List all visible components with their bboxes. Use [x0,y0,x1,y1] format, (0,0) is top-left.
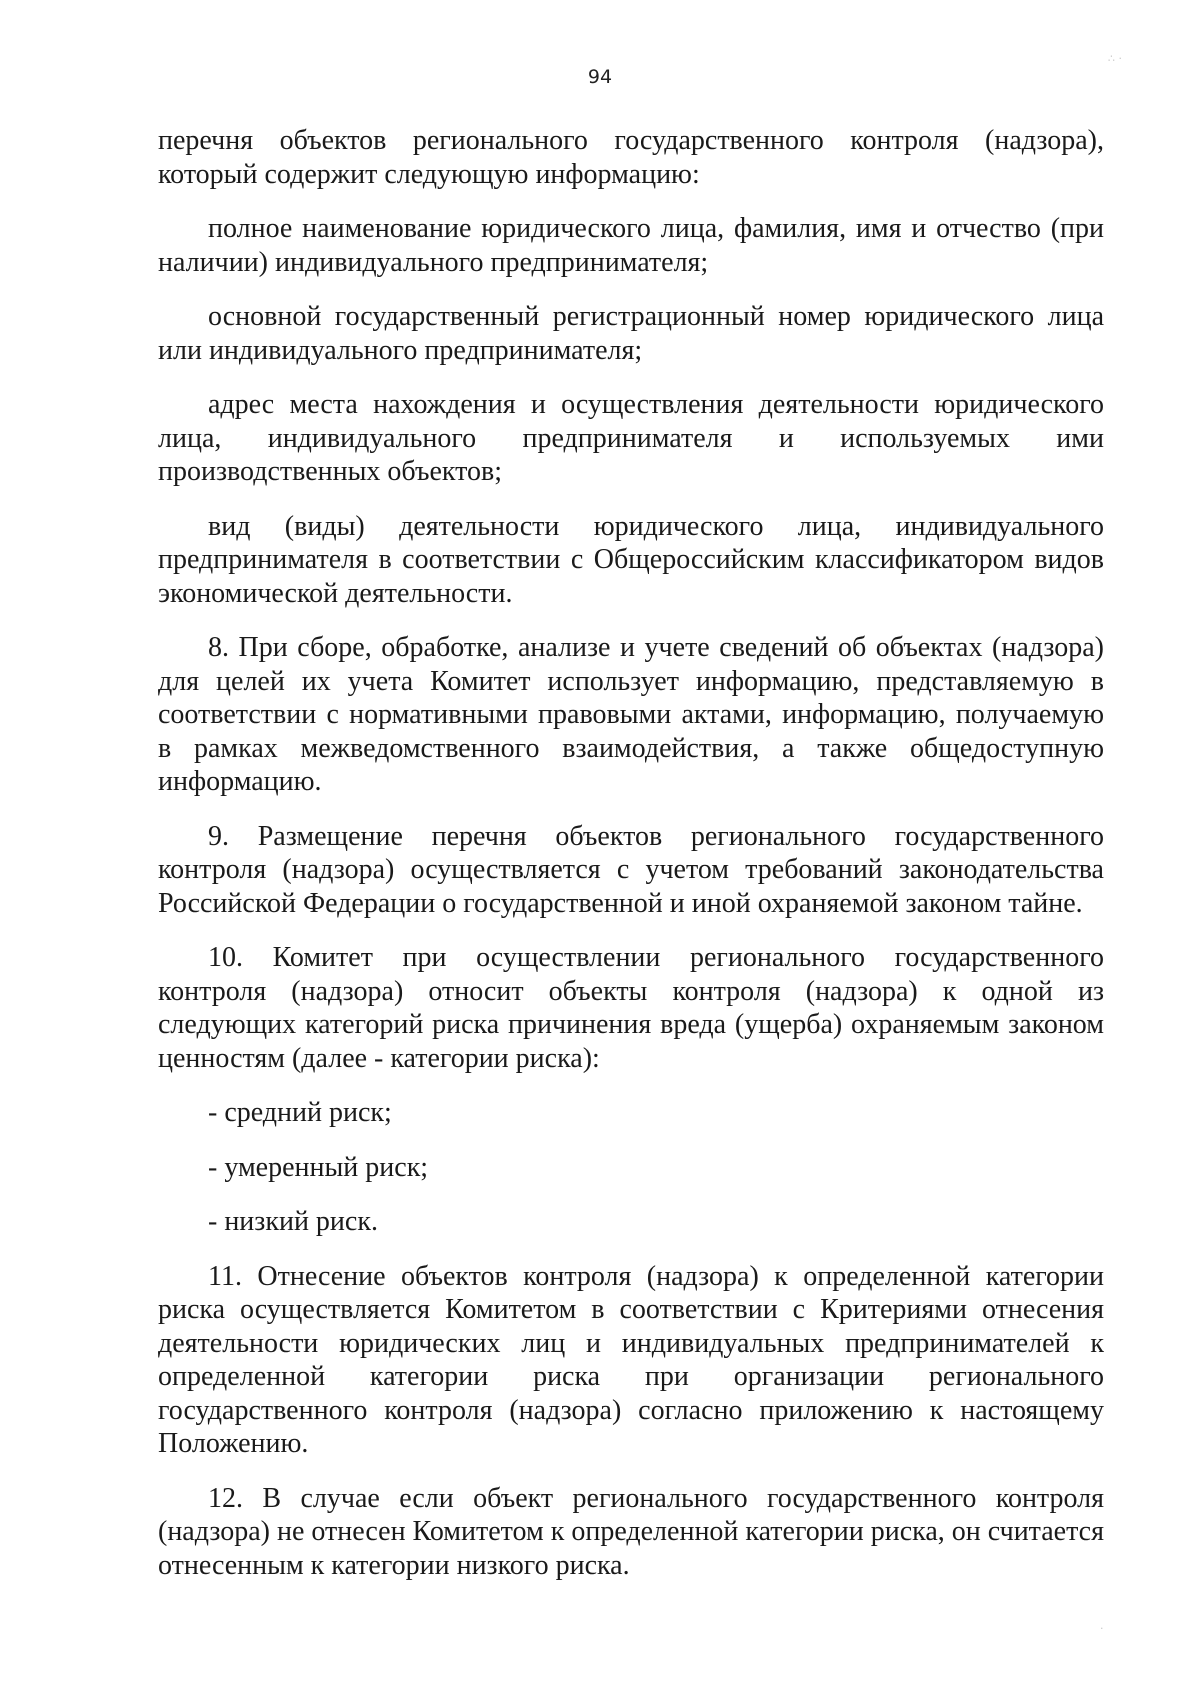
scan-artifact-mark: ∴ · [1108,52,1122,65]
paragraph-registration-number: основной государственный регистрационный номер юридического лица или индивидуального предпринимателя; [158,301,1104,366]
paragraph-item-11: 11. Отнесение объектов контроля (надзора) к определенной категории риска осуществляется Комитетом в соответствии с Критериями отнесения деятельности юридических лиц и индивидуальных предпринимателей к определенной категории риска при организации регионального государственного контроля (надзора) согласно приложению к настоящему Положению. [158,1260,1104,1459]
risk-category-medium: - средний риск; [208,1097,392,1128]
risk-category-moderate: - умеренный риск; [208,1151,429,1183]
paragraph-item-10: 10. Комитет при осуществлении регионального государственного контроля (надзора) относит объекты контроля (надзора) к одной из следующих категорий риска причинения вреда (ущерба) охраняемым законом ценностям (далее - категории риска): [158,942,1104,1074]
page-number: 94 [587,66,613,88]
document-body [158,124,1104,1603]
paragraph-full-name: полное наименование юридического лица, фамилия, имя и отчество (при наличии) индивидуального предпринимателя; [158,213,1104,278]
paragraph-activity-types: вид (виды) деятельности юридического лица, индивидуального предпринимателя в соответствии с Общероссийским классификатором видов экономической деятельности. [158,510,1104,609]
paragraph-item-8: 8. При сборе, обработке, анализе и учете сведений об объектах (надзора) для целей их учета Комитет использует информацию, представляемую в соответствии с нормативными правовыми актами, информацию, получаемую в рамках межведомственного взаимодействия, а также общедоступную информацию. [158,632,1104,797]
scan-artifact-dot: · [1100,1622,1104,1635]
paragraph-address: адрес места нахождения и осуществления деятельности юридического лица, индивидуального предпринимателя и используемых ими производственных объектов; [158,389,1104,487]
paragraph-item-12: 12. В случае если объект регионального государственного контроля (надзора) не отнесен Комитетом к определенной категории риска, он считается отнесенным к категории низкого риска. [158,1482,1104,1581]
risk-category-low: - низкий риск. [208,1206,378,1237]
paragraph-item-9: 9. Размещение перечня объектов регионального государственного контроля (надзора) осуществляется с учетом требований законодательства Российской Федерации о государственной и иной охраняемой законом тайне. [158,820,1104,919]
paragraph-continuation: перечня объектов регионального государственного контроля (надзора), который содержит следующую информацию: [158,125,1104,190]
